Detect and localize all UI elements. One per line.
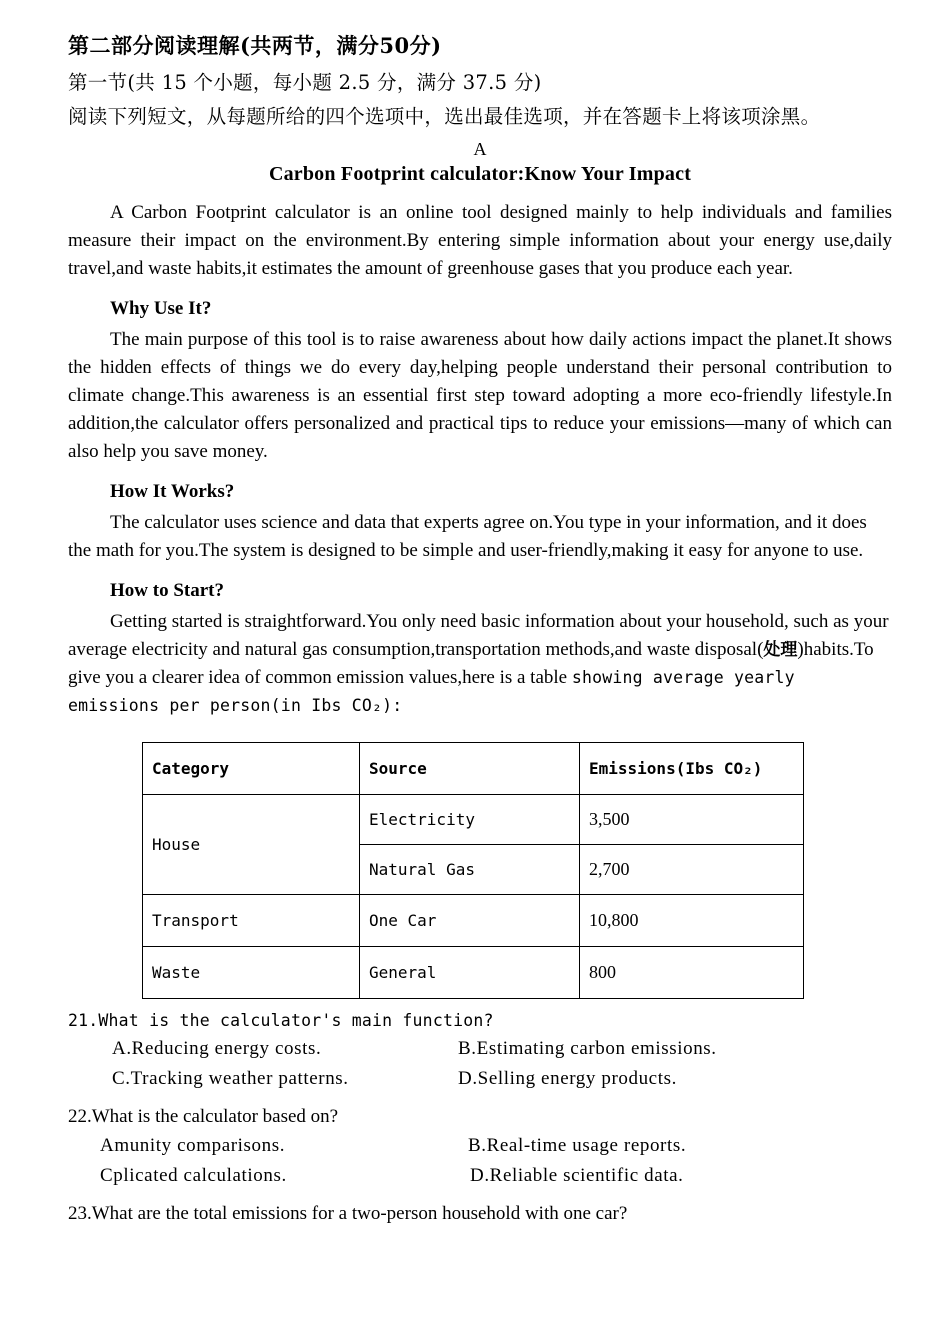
passage-intro-paragraph: A Carbon Footprint calculator is an online tool designed mainly to help individuals and families measure their impact on the environment.By entering simple information about your energy use,daily travel,and waste habits,it estimates the amount of greenhouse gases that you produce each year. [68, 202, 892, 279]
table-cell-source-natural-gas: Natural Gas [360, 845, 580, 895]
question-22-option-b[interactable]: B.Real-time usage reports. [468, 1135, 687, 1156]
section-body-how-it-works: The calculator uses science and data that experts agree on.You type in your information, and it does the math for you.The system is designed to be simple and user-friendly,making it easy for anyone to use. [68, 512, 867, 561]
how-to-start-text-part1: Getting started is straightforward.You only need basic information about your household, such as your average electricity and natural gas consumption,transportation methods,and waste disposal [68, 611, 889, 660]
question-23-stem: 23.What are the total emissions for a two-person household with one car? [68, 1203, 628, 1224]
table-cell-category-transport: Transport [143, 895, 360, 947]
table-cell-category-house: House [143, 795, 360, 895]
table-cell-emissions-natural-gas: 2,700 [580, 845, 804, 895]
table-row [143, 947, 804, 999]
table-cell-source-one-car: One Car [360, 895, 580, 947]
gloss-paren-close: ) [797, 639, 804, 660]
question-21-option-b[interactable]: B.Estimating carbon emissions. [458, 1038, 717, 1059]
section-line: 第一节(共 15 个小题，每小题 2.5 分，满分 37.5 分) [68, 71, 542, 94]
passage-letter: A [473, 139, 487, 159]
question-22-option-c[interactable]: Cplicated calculations. [100, 1165, 287, 1186]
table-header-source: Source [360, 743, 580, 795]
table-cell-emissions-one-car: 10,800 [580, 895, 804, 947]
question-21-options-row-2 [68, 1064, 892, 1094]
table-cell-source-electricity: Electricity [360, 795, 580, 845]
table-header-category: Category [143, 743, 360, 795]
emissions-table [142, 742, 804, 999]
question-22-option-a[interactable]: Amunity comparisons. [100, 1135, 286, 1156]
question-21-option-a[interactable]: A.Reducing energy costs. [112, 1038, 322, 1059]
section-heading-why-use-it: Why Use It? [110, 298, 212, 319]
table-row [143, 795, 804, 845]
how-to-start-text-part2: habits.To give you a clearer idea of common emission values,here is a table [68, 639, 874, 688]
section-heading-how-it-works: How It Works? [110, 481, 235, 502]
question-21-stem: 21.What is the calculator's main function? [68, 1011, 494, 1030]
instruction-line: 阅读下列短文，从每题所给的四个选项中，选出最佳选项，并在答题卡上将该项涂黑。 [68, 105, 821, 128]
part-title: 第二部分阅读理解(共两节，满分50分) [68, 33, 442, 58]
question-22-options-row-2 [68, 1161, 892, 1191]
gloss-paren-open: ( [757, 639, 764, 660]
table-row [143, 895, 804, 947]
table-header-row [143, 743, 804, 795]
passage-title: Carbon Footprint calculator:Know Your Impact [268, 163, 692, 185]
section-body-how-to-start [68, 608, 892, 720]
section-heading-how-to-start: How to Start? [110, 580, 224, 601]
question-21-option-c[interactable]: C.Tracking weather patterns. [112, 1068, 349, 1089]
question-21-options-row-1 [68, 1034, 892, 1064]
question-22-option-d[interactable]: D.Reliable scientific data. [470, 1165, 684, 1186]
table-cell-category-waste: Waste [143, 947, 360, 999]
how-to-start-mono-tail: showing average yearly emissions per person(in Ibs CO₂): [68, 668, 795, 715]
table-cell-source-general: General [360, 947, 580, 999]
table-header-emissions: Emissions(Ibs CO₂) [580, 743, 804, 795]
table-cell-emissions-general: 800 [580, 947, 804, 999]
table-cell-emissions-electricity: 3,500 [580, 795, 804, 845]
section-body-why-use-it: The main purpose of this tool is to raise awareness about how daily actions impact the planet.It shows the hidden effects of things we do every day,helping people understand their personal contribution to climate change.This awareness is an essential first step toward adopting a more eco-friendly lifestyle.In addition,the calculator offers personalized and practical tips to reduce your emissions—many of which can also help you save money. [68, 329, 892, 462]
question-22-stem: 22.What is the calculator based on? [68, 1106, 339, 1127]
chinese-gloss-chuli: 处理 [763, 640, 798, 660]
question-21-option-d[interactable]: D.Selling energy products. [458, 1068, 677, 1089]
question-22-options-row-1 [68, 1131, 892, 1161]
